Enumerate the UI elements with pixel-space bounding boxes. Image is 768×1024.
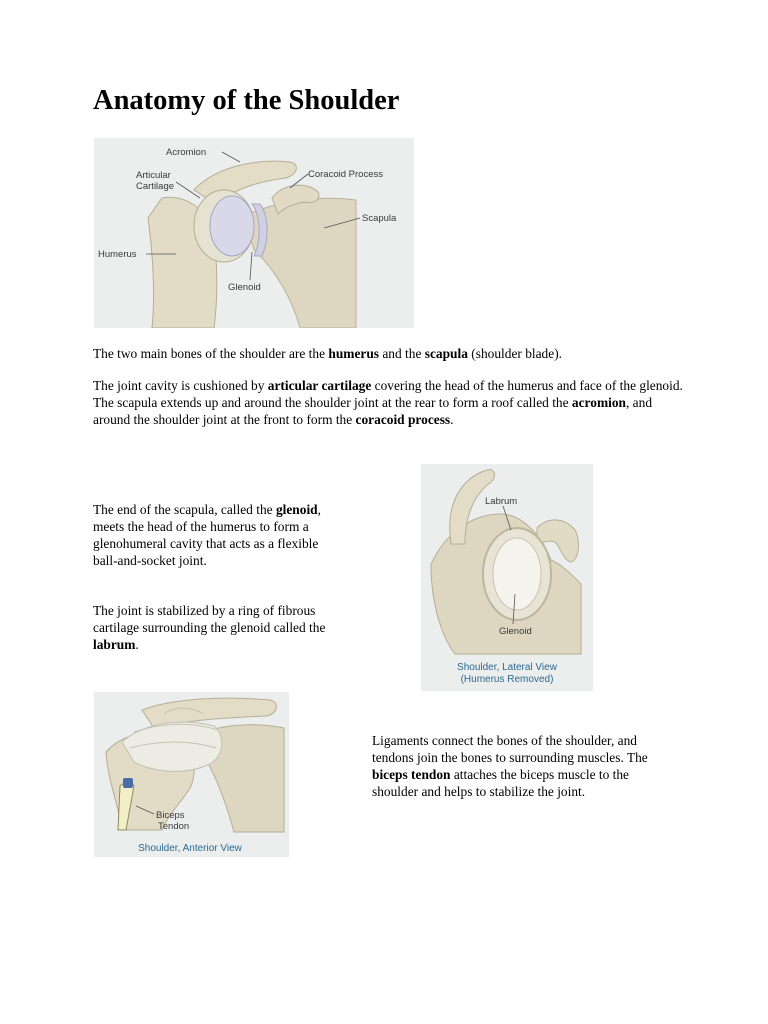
paragraph-bones: The two main bones of the shoulder are the humerus and the scapula (shoulder blade).	[93, 346, 562, 361]
biceps-label-line2: Tendon	[158, 821, 190, 832]
humerus-removed-caption: (Humerus Removed)	[460, 674, 554, 685]
shoulder-anatomy-figure	[94, 138, 414, 328]
articular-label-line1: Articular	[136, 170, 171, 181]
scapula-label: Scapula	[362, 213, 397, 224]
paragraph-ligaments: Ligaments connect the bones of the shoulder, and tendons join the bones to surrounding muscles. The biceps tendon attaches the biceps muscle to the shoulder and helps to stabilize the joint.	[372, 733, 648, 799]
humerus-label: Humerus	[98, 249, 137, 260]
anterior-view-figure	[94, 692, 289, 857]
coracoid-label: Coracoid Process	[308, 169, 383, 180]
biceps-label-line1: Biceps	[156, 810, 185, 821]
labrum-label: Labrum	[485, 496, 518, 507]
paragraph-joint-cavity: The joint cavity is cushioned by articular cartilage covering the head of the humerus and face of the glenoid. The scapula extends up and around the shoulder joint at the rear to form a roof called the acromion, and around the shoulder joint at the front to form the coracoid process.	[93, 378, 683, 427]
anterior-view-caption: Shoulder, Anterior View	[138, 843, 242, 854]
lateral-view-figure	[421, 464, 593, 691]
page-title: Anatomy of the Shoulder	[93, 85, 400, 116]
lateral-view-caption: Shoulder, Lateral View	[457, 662, 557, 673]
articular-label-line2: Cartilage	[136, 181, 175, 192]
glenoid-label: Glenoid	[499, 626, 532, 637]
glenoid-label: Glenoid	[228, 282, 261, 293]
paragraph-labrum: The joint is stabilized by a ring of fibrous cartilage surrounding the glenoid called the labrum.	[93, 603, 326, 652]
acromion-label: Acromion	[166, 147, 207, 158]
paragraph-glenoid: The end of the scapula, called the glenoid, meets the head of the humerus to form a glenohumeral cavity that acts as a flexible ball-and-socket joint.	[93, 502, 321, 568]
